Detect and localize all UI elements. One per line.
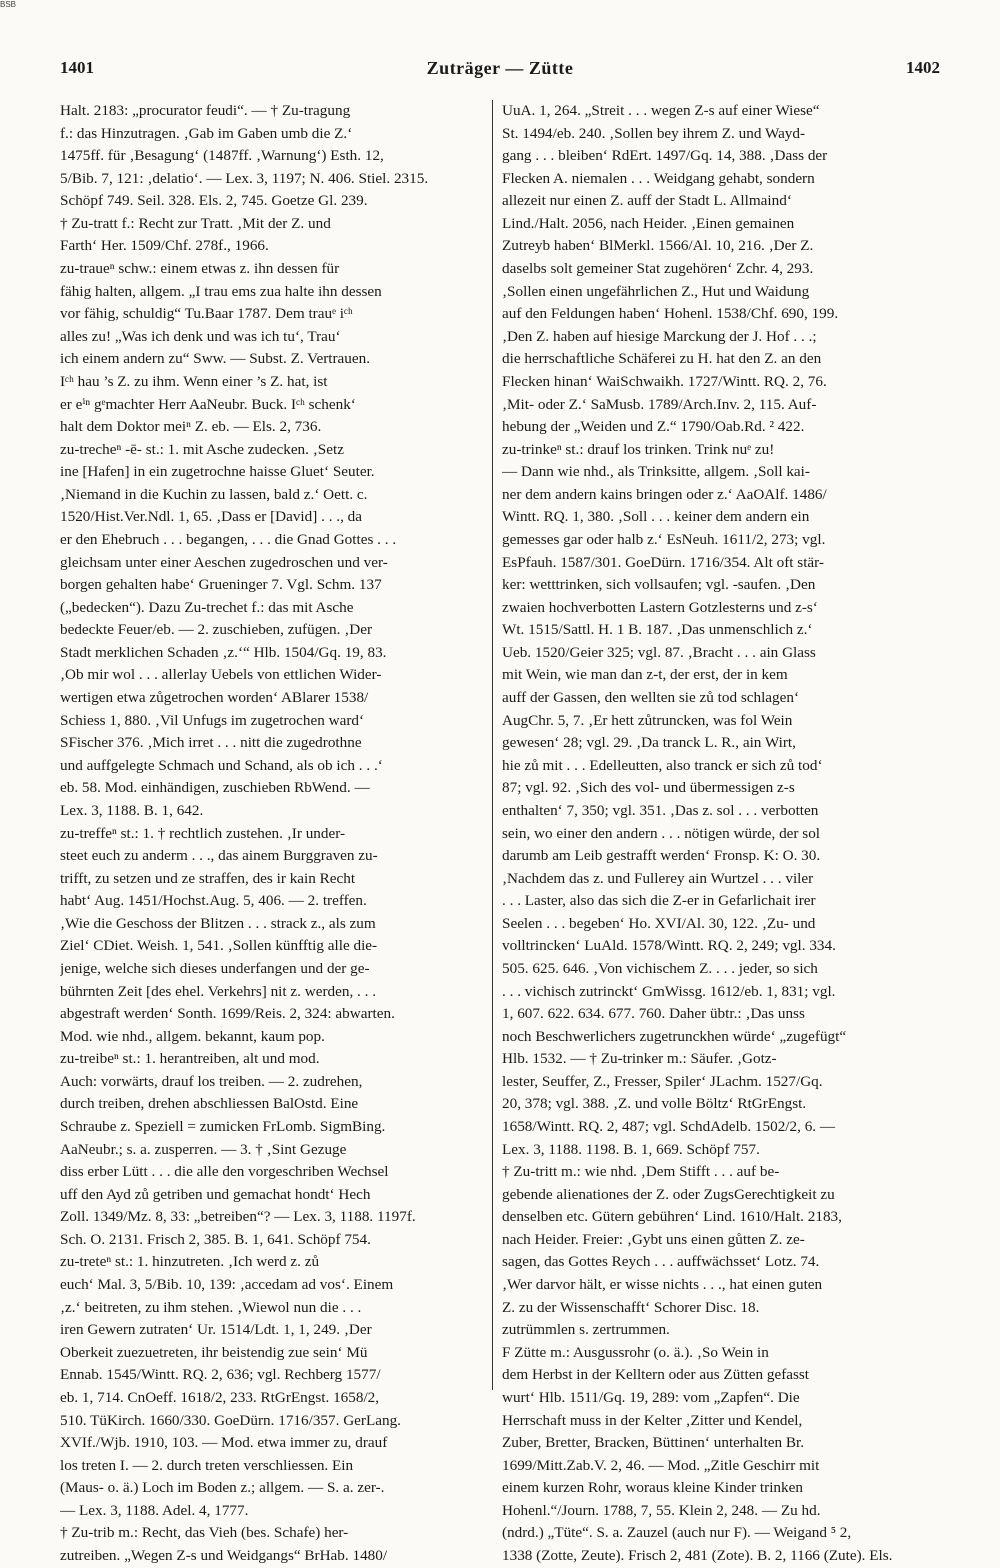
text-line: (ndrd.) „Tüte“. S. a. Zauzel (auch nur F). — Weigand ⁵ 2, <box>502 1524 852 1542</box>
text-line: ner dem andern kains bringen oder z.‘ AaOAlf. 1486/ <box>502 485 827 503</box>
text-line: ich einem andern zu“ Sww. — Subst. Z. Vertrauen. <box>60 350 370 368</box>
text-line: habt‘ Aug. 1451/Hochst.Aug. 5, 406. — 2. treffen. <box>60 892 367 910</box>
text-line: zwaien hochverbotten Lastern Gotzlesterns und z-s‘ <box>502 598 818 616</box>
text-line: gewesen‘ 28; vgl. 29. ‚Da tranck L. R., ain Wirt, <box>502 734 796 752</box>
text-line: gang . . . bleiben‘ RdErt. 1497/Gq. 14, 388. ‚Dass der <box>502 147 828 165</box>
text-line: auff der Gassen, den wellten sie zů tod schlagen‘ <box>502 689 800 707</box>
text-line: Seelen . . . begeben‘ Ho. XVI/Al. 30, 122. ‚Zu- und <box>502 914 816 932</box>
text-line: f.: das Hinzutragen. ‚Gab im Gaben umb die Z.‘ <box>60 124 353 142</box>
text-line: vor fähig, schuldig“ Tu.Baar 1787. Dem trauᵉ iᶜʰ <box>60 305 353 323</box>
text-line: SFischer 376. ‚Mich irret . . . nitt die zugedrothne <box>60 734 362 752</box>
text-line: gleichsam unter einer Aeschen zugedroschen und ver- <box>60 553 388 571</box>
text-line: zu-treteⁿ st.: 1. hinzutreten. ‚Ich werd z. zů <box>60 1253 320 1271</box>
text-line: Zuber, Bretter, Bracken, Büttinen‘ unterhalten Br. <box>502 1434 805 1452</box>
text-line: auf den Feldungen haben‘ Hohenl. 1538/Chf. 690, 199. <box>502 305 839 323</box>
text-line: F Zütte m.: Ausgussrohr (o. ä.). ‚So Wein in <box>502 1343 769 1361</box>
text-line: Sch. O. 2131. Frisch 2, 385. B. 1, 641. Schöpf 754. <box>60 1230 371 1248</box>
page-header <box>60 58 940 84</box>
text-line: einem kurzen Rohr, woraus kleine Kinder trinken <box>502 1479 803 1497</box>
text-line: eb. 1, 714. CnOeff. 1618/2, 233. RtGrEngst. 1658/2, <box>60 1388 380 1406</box>
text-line: („bedecken“). Dazu Zu-trechet f.: das mit Asche <box>60 598 354 616</box>
text-line: XVIf./Wjb. 1910, 103. — Mod. etwa immer zu, drauf <box>60 1434 388 1452</box>
text-line: euch‘ Mal. 3, 5/Bib. 10, 139: ‚accedam ad vos‘. Einem <box>60 1276 394 1294</box>
text-line: steet euch zu anderm . . ., das ainem Burggraven zu- <box>60 847 378 865</box>
text-line: 1, 607. 622. 634. 677. 760. Daher übtr.: ‚Das unss <box>502 1005 805 1023</box>
text-line: 1475ff. für ‚Besagung‘ (1487ff. ‚Warnung‘) Esth. 12, <box>60 147 384 165</box>
text-line: darumb am Leib gestrafft werden‘ Fronsp. K: O. 30. <box>502 847 821 865</box>
text-line: AugChr. 5, 7. ‚Er hett zůtruncken, was fol Wein <box>502 711 793 729</box>
left-column <box>60 100 488 1568</box>
page-title: Zuträger — Zütte <box>426 58 574 78</box>
text-line: Oberkeit zuezuetreten, ihr beistendig zue sein‘ Mü <box>60 1343 368 1361</box>
text-line: zu-treibeⁿ st.: 1. herantreiben, alt und mod. <box>60 1050 320 1068</box>
text-line: 1658/Wintt. RQ. 2, 487; vgl. SchdAdelb. 1502/2, 6. — <box>502 1118 836 1136</box>
text-line: los treten I. — 2. durch treten verschliessen. Ein <box>60 1456 354 1474</box>
text-line: wurt‘ Hlb. 1511/Gq. 19, 289: vom „Zapfen“. Die <box>502 1388 800 1406</box>
text-line: ker: wetttrinken, sich vollsaufen; vgl. -saufen. ‚Den <box>502 576 816 594</box>
text-line: allezeit nur einen Z. auff der Stadt L. Allmaind‘ <box>502 192 792 210</box>
text-line: ‚Den Z. haben auf hiesige Marckung der J. Hof . . .; <box>502 327 817 345</box>
text-line: diss erber Lütt . . . die alle den vorgeschriben Wechsel <box>60 1163 389 1181</box>
text-line: mit Wein, wie man dan z-t, der erst, der in kem <box>502 666 788 684</box>
text-line: ‚Sollen einen ungefährlichen Z., Hut und Waidung <box>502 282 810 300</box>
text-line: † Zu-trib m.: Recht, das Vieh (bes. Schafe) her- <box>60 1524 349 1542</box>
text-line: † Zu-tritt m.: wie nhd. ‚Dem Stifft . . . auf be- <box>502 1163 780 1181</box>
text-line: uff den Ayd zů getriben und gemachat hondt‘ Hech <box>60 1185 371 1203</box>
text-line: wertigen etwa zůgetrochen worden‘ ABlarer 1538/ <box>60 689 369 707</box>
text-line: lester, Seuffer, Z., Fresser, Spiler‘ JLachm. 1527/Gq. <box>502 1072 823 1090</box>
text-line: abgestraft werden‘ Sonth. 1699/Reis. 2, 324: abwarten. <box>60 1005 395 1023</box>
text-line: Ueb. 1520/Geier 325; vgl. 87. ‚Bracht . . . ain Glass <box>502 643 816 661</box>
right-column <box>502 100 930 1568</box>
text-line: Herrschaft muss in der Kelter ‚Zitter und Kendel, <box>502 1411 803 1429</box>
text-line: gemesses gar oder halb z.‘ EsNeuh. 1611/2, 273; vgl. <box>502 530 826 548</box>
text-line: 5/Bib. 7, 121: ‚delatio‘. — Lex. 3, 1197; N. 406. Stiel. 2315. <box>60 169 429 187</box>
text-line: Schöpf 749. Seil. 328. Els. 2, 745. Goetze Gl. 239. <box>60 192 368 210</box>
page-number-right: 1402 <box>906 58 940 77</box>
text-line: alles zu! „Was ich denk und was ich tu‘, Trau‘ <box>60 327 341 345</box>
text-line: enthalten‘ 7, 350; vgl. 351. ‚Das z. sol . . . verbotten <box>502 801 819 819</box>
text-line: Auch: vorwärts, drauf los treiben. — 2. zudrehen, <box>60 1072 363 1090</box>
text-line: daselbs solt gemeiner Stat zugehören‘ Zchr. 4, 293. <box>502 260 814 278</box>
text-line: ‚z.‘ beitreten, zu ihm stehen. ‚Wiewol nun die . . . <box>60 1298 362 1316</box>
text-line: bührnten Zeit [des ehel. Verkehrs] nit z. werden, . . . <box>60 982 377 1000</box>
text-line: 510. TüKirch. 1660/330. GoeDürn. 1716/357. GerLang. <box>60 1411 401 1429</box>
text-line: zu-trinkeⁿ st.: drauf los trinken. Trink nuᵉ zu! <box>502 440 775 458</box>
text-line: noch Beschwerlichers zugetrunckhen würde‘ „zugefügt“ <box>502 1027 847 1045</box>
text-line: EsPfauh. 1587/301. GoeDürn. 1716/354. Alt oft stär- <box>502 553 824 571</box>
text-line: Ziel‘ CDiet. Weish. 1, 541. ‚Sollen künfftig alle die- <box>60 937 378 955</box>
text-line: Zutreyb haben‘ BlMerkl. 1566/Al. 10, 216. ‚Der Z. <box>502 237 814 255</box>
text-line: AaNeubr.; s. a. zusperren. — 3. † ‚Sint Gezuge <box>60 1140 347 1158</box>
text-line: halt dem Doktor meiⁿ Z. eb. — Els. 2, 736. <box>60 418 322 436</box>
text-line: — Lex. 3, 1188. Adel. 4, 1777. <box>60 1501 249 1519</box>
text-line: Iᶜʰ hau ’s Z. zu ihm. Wenn einer ’s Z. hat, ist <box>60 372 328 390</box>
text-line: gebende alienationes der Z. oder ZugsGerechtigkeit zu <box>502 1185 835 1203</box>
text-line: fähig halten, allgem. „I trau ems zua halte ihn dessen <box>60 282 382 300</box>
text-line: . . . vichisch zutrinckt‘ GmWissg. 1612/eb. 1, 831; vgl. <box>502 982 836 1000</box>
text-line: denselben etc. Gütern gebühren‘ Lind. 1610/Halt. 2183, <box>502 1208 842 1226</box>
text-line: Z. zu der Wissenschafft‘ Schorer Disc. 18. <box>502 1298 760 1316</box>
text-line: bedeckte Feuer/eb. — 2. zuschieben, zufügen. ‚Der <box>60 621 373 639</box>
text-line: 87; vgl. 92. ‚Sich des vol- und übermessigen z-s <box>502 779 795 797</box>
text-line: zu-traueⁿ schw.: einem etwas z. ihn dessen für <box>60 260 340 278</box>
text-line: Lex. 3, 1188. B. 1, 642. <box>60 801 204 819</box>
text-line: nach Heider. Freier: ‚Gybt uns einen gůtten Z. ze- <box>502 1230 805 1248</box>
text-line: dem Herbst in der Kelltern oder aus Zütten gefasst <box>502 1366 810 1384</box>
text-line: ‚Wer darvor hält, er wisse nichts . . ., hat einen guten <box>502 1276 823 1294</box>
text-line: Mod. wie nhd., allgem. bekannt, kaum pop. <box>60 1027 325 1045</box>
text-line: Lind./Halt. 2056, nach Heider. ‚Einen gemainen <box>502 214 795 232</box>
text-line: † Zu-tratt f.: Recht zur Tratt. ‚Mit der Z. und <box>60 214 331 232</box>
text-line: zu-trecheⁿ -ē- st.: 1. mit Asche zudecken. ‚Setz <box>60 440 344 458</box>
text-line: zutrümmlen s. zertrummen. <box>502 1321 670 1339</box>
text-line: volltrincken‘ LuAld. 1578/Wintt. RQ. 2, 249; vgl. 334. <box>502 937 836 955</box>
text-line: ‚Mit- oder Z.‘ SaMusb. 1789/Arch.Inv. 2, 115. Auf- <box>502 395 817 413</box>
text-line: Hohenl.“/Journ. 1788, 7, 55. Klein 2, 248. — Zu hd. <box>502 1501 821 1519</box>
column-divider <box>492 100 493 1390</box>
text-line: ‚Niemand in die Kuchin zu lassen, bald z.‘ Oett. c. <box>60 485 368 503</box>
text-line: die herrschaftliche Schäferei zu H. hat den Z. an den <box>502 350 822 368</box>
text-line: Halt. 2183: „procurator feudi“. — † Zu-tragung <box>60 102 351 119</box>
text-line: Schiess 1, 880. ‚Vil Unfugs im zugetrochen ward‘ <box>60 711 365 729</box>
text-line: ‚Wie die Geschoss der Blitzen . . . strack z., als zum <box>60 914 376 932</box>
text-line: Hlb. 1532. — † Zu-trinker m.: Säufer. ‚Gotz- <box>502 1050 777 1068</box>
text-line: Ennab. 1545/Wintt. RQ. 2, 636; vgl. Rechberg 1577/ <box>60 1366 381 1384</box>
text-line: Flecken hinan‘ WaiSchwaikh. 1727/Wintt. RQ. 2, 76. <box>502 372 827 390</box>
text-line: Flecken A. niemalen . . . Weidgang gehabt, sondern <box>502 169 815 187</box>
text-line: er eⁱⁿ gᵉmachter Herr AaNeubr. Buck. Iᶜʰ schenk‘ <box>60 395 356 413</box>
text-line: 1699/Mitt.Zab.V. 2, 46. — Mod. „Zitle Geschirr mit <box>502 1456 820 1474</box>
text-line: sein, wo einer den andern . . . nötigen würde, der sol <box>502 824 821 842</box>
text-line: Stadt merklichen Schaden ‚z.‘“ Hlb. 1504/Gq. 19, 83. <box>60 643 387 661</box>
text-line: sagen, das Gottes Reych . . . auffwächsset‘ Lotz. 74. <box>502 1253 820 1271</box>
page-number-left: 1401 <box>60 58 94 77</box>
text-line: . . . Laster, also das sich die Z-er in Gefarlichait irer <box>502 892 816 910</box>
text-line: jenige, welche sich dieses underfangen und der ge- <box>60 959 370 977</box>
text-line: Wt. 1515/Sattl. H. 1 B. 187. ‚Das unmenschlich z.‘ <box>502 621 813 639</box>
text-line: ‚Ob mir wol . . . allerlay Uebels von ettlichen Wider- <box>60 666 382 684</box>
text-line: und auffgelegte Schmach und Schand, als ob ich . . .‘ <box>60 756 383 774</box>
text-line: ine [Hafen] in ein zugetrochne haisse Gluet‘ Seuter. <box>60 463 375 481</box>
text-line: hebung der „Weiden und Z.“ 1790/Oab.Rd. ² 422. <box>502 418 805 436</box>
text-line: Zoll. 1349/Mz. 8, 33: „betreiben“? — Lex. 3, 1188. 1197f. <box>60 1208 416 1226</box>
text-line: UuA. 1, 264. „Streit . . . wegen Z-s auf einer Wiese“ <box>502 102 820 119</box>
text-line: zu-treffeⁿ st.: 1. † rechtlich zustehen. ‚Ir under- <box>60 824 346 842</box>
text-line: 505. 625. 646. ‚Von vichischem Z. . . . jeder, so sich <box>502 959 818 977</box>
text-line: er den Ehebruch . . . begangen, . . . die Gnad Gottes . . . <box>60 530 397 548</box>
text-line: iren Gewern zutraten‘ Ur. 1514/Ldt. 1, 1, 249. ‚Der <box>60 1321 372 1339</box>
text-line: Farth‘ Her. 1509/Chf. 278f., 1966. <box>60 237 269 255</box>
text-line: Lex. 3, 1188. 1198. B. 1, 669. Schöpf 757. <box>502 1140 760 1158</box>
text-line: Schraube z. Speziell = zumicken FrLomb. SigmBing. <box>60 1118 386 1136</box>
text-line: Wintt. RQ. 1, 380. ‚Soll . . . keiner dem andern ein <box>502 508 810 526</box>
text-line: — Dann wie nhd., als Trinksitte, allgem. ‚Soll kai- <box>502 463 810 481</box>
library-stamp: BSB <box>0 0 17 9</box>
text-line: 1338 (Zotte, Zeute). Frisch 2, 481 (Zote). B. 2, 1166 (Zute). Els. <box>502 1547 893 1564</box>
text-line: 1520/Hist.Ver.Ndl. 1, 65. ‚Dass er [David] . . ., da <box>60 508 363 526</box>
text-line: borgen gehalten habe‘ Grueninger 7. Vgl. Schm. 137 <box>60 576 382 594</box>
text-line: eb. 58. Mod. einhändigen, zuschieben RbWend. — <box>60 779 370 797</box>
text-line: ‚Nachdem das z. und Fullerey ain Wurtzel . . . viler <box>502 869 814 887</box>
text-line: (Maus- o. ä.) Loch im Boden z.; allgem. — S. a. zer-. <box>60 1479 385 1497</box>
text-line: durch treiben, drehen abschliessen BalOstd. Eine <box>60 1095 359 1113</box>
text-line: trifft, zu setzen und ze straffen, des ir kain Recht <box>60 869 356 887</box>
text-line: 20, 378; vgl. 388. ‚Z. und volle Böltz‘ RtGrEngst. <box>502 1095 807 1113</box>
text-line: zutreiben. „Wegen Z-s und Weidgangs“ BrHab. 1480/ <box>60 1547 388 1564</box>
text-line: hie zů mit . . . Edelleutten, also tranck er sich zů tod‘ <box>502 756 823 774</box>
text-line: St. 1494/eb. 240. ‚Sollen bey ihrem Z. und Wayd- <box>502 124 806 142</box>
